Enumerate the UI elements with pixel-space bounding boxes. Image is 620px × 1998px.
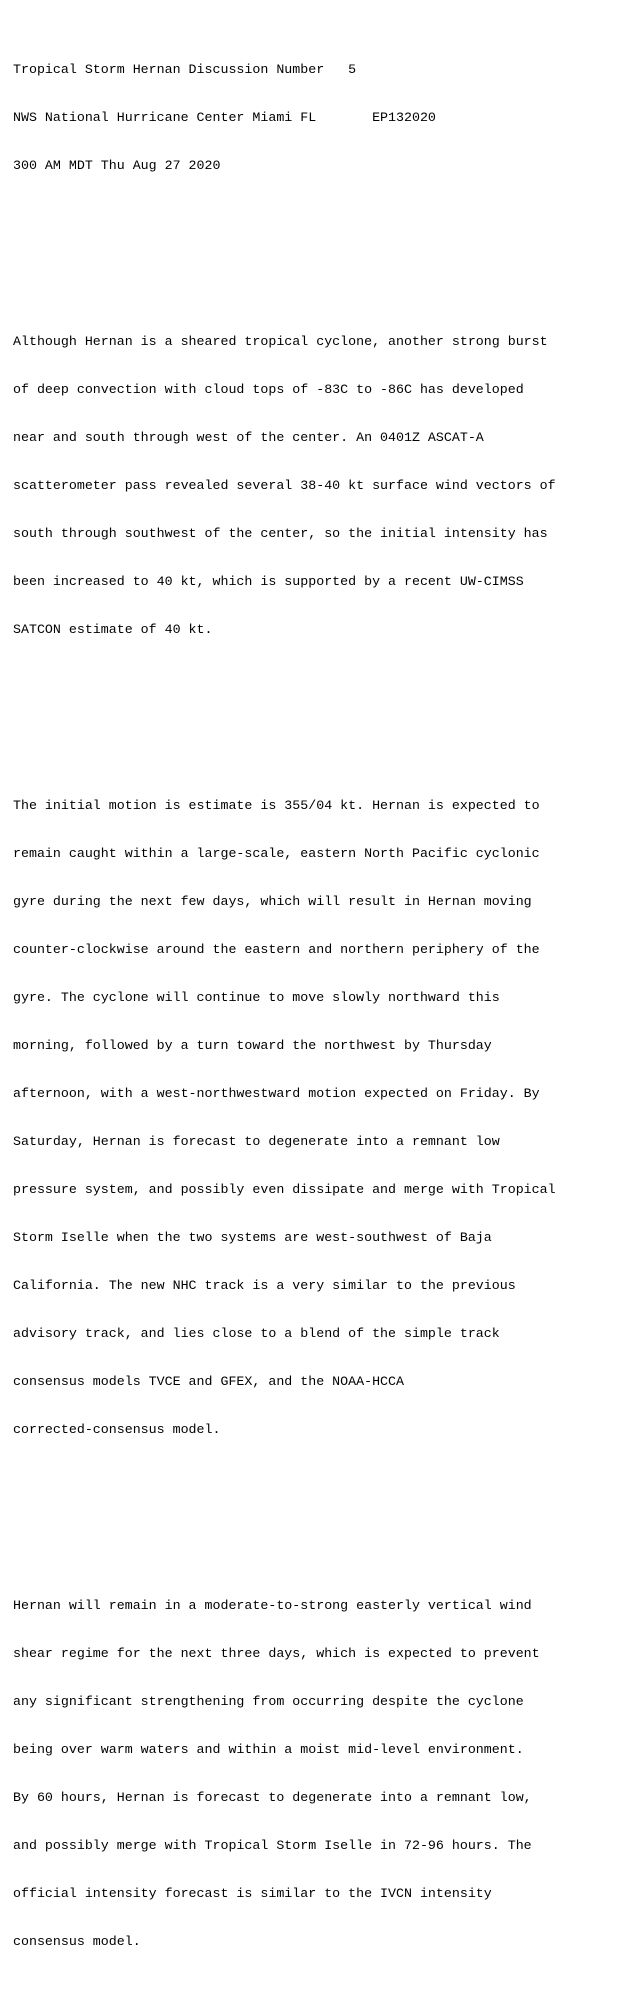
paragraph-forecast bbox=[13, 1566, 613, 1982]
text-line: By 60 hours, Hernan is forecast to degenerate into a remnant low, bbox=[13, 1790, 532, 1805]
text-line: and possibly merge with Tropical Storm Iselle in 72-96 hours. The bbox=[13, 1838, 532, 1853]
text-line: official intensity forecast is similar to the IVCN intensity bbox=[13, 1886, 492, 1901]
paragraph-intensity bbox=[13, 302, 613, 670]
text-line: of deep convection with cloud tops of -83C to -86C has developed bbox=[13, 382, 524, 397]
text-line: counter-clockwise around the eastern and northern periphery of the bbox=[13, 942, 540, 957]
text-line: consensus models TVCE and GFEX, and the NOAA-HCCA bbox=[13, 1374, 404, 1389]
text-line: being over warm waters and within a moist mid-level environment. bbox=[13, 1742, 524, 1757]
text-line: Saturday, Hernan is forecast to degenerate into a remnant low bbox=[13, 1134, 500, 1149]
text-line: gyre during the next few days, which will result in Hernan moving bbox=[13, 894, 532, 909]
text-line: advisory track, and lies close to a blend of the simple track bbox=[13, 1326, 500, 1341]
text-line: remain caught within a large-scale, eastern North Pacific cyclonic bbox=[13, 846, 540, 861]
text-line: Storm Iselle when the two systems are west-southwest of Baja bbox=[13, 1230, 492, 1245]
header bbox=[13, 30, 613, 206]
text-line: California. The new NHC track is a very similar to the previous bbox=[13, 1278, 516, 1293]
header-title: Tropical Storm Hernan Discussion Number 5 bbox=[13, 62, 357, 77]
paragraph-motion bbox=[13, 766, 613, 1470]
text-line: SATCON estimate of 40 kt. bbox=[13, 622, 213, 637]
blank-line bbox=[13, 238, 613, 254]
discussion-document bbox=[13, 0, 613, 1998]
text-line: consensus model. bbox=[13, 1934, 141, 1949]
text-line: afternoon, with a west-northwestward motion expected on Friday. By bbox=[13, 1086, 540, 1101]
text-line: been increased to 40 kt, which is supported by a recent UW-CIMSS bbox=[13, 574, 524, 589]
text-line: gyre. The cyclone will continue to move slowly northward this bbox=[13, 990, 500, 1005]
text-line: any significant strengthening from occurring despite the cyclone bbox=[13, 1694, 524, 1709]
header-office: NWS National Hurricane Center Miami FL EP132020 bbox=[13, 110, 436, 125]
text-line: scatterometer pass revealed several 38-40 kt surface wind vectors of bbox=[13, 478, 556, 493]
text-line: morning, followed by a turn toward the northwest by Thursday bbox=[13, 1038, 492, 1053]
text-line: corrected-consensus model. bbox=[13, 1422, 221, 1437]
text-line: Although Hernan is a sheared tropical cyclone, another strong burst bbox=[13, 334, 548, 349]
blank-line bbox=[13, 702, 613, 718]
text-line: shear regime for the next three days, which is expected to prevent bbox=[13, 1646, 540, 1661]
text-line: pressure system, and possibly even dissipate and merge with Tropical bbox=[13, 1182, 556, 1197]
text-line: Hernan will remain in a moderate-to-strong easterly vertical wind bbox=[13, 1598, 532, 1613]
text-line: The initial motion is estimate is 355/04 kt. Hernan is expected to bbox=[13, 798, 540, 813]
text-line: south through southwest of the center, so the initial intensity has bbox=[13, 526, 548, 541]
blank-line bbox=[13, 1502, 613, 1518]
header-timestamp: 300 AM MDT Thu Aug 27 2020 bbox=[13, 158, 221, 173]
text-line: near and south through west of the center. An 0401Z ASCAT-A bbox=[13, 430, 484, 445]
